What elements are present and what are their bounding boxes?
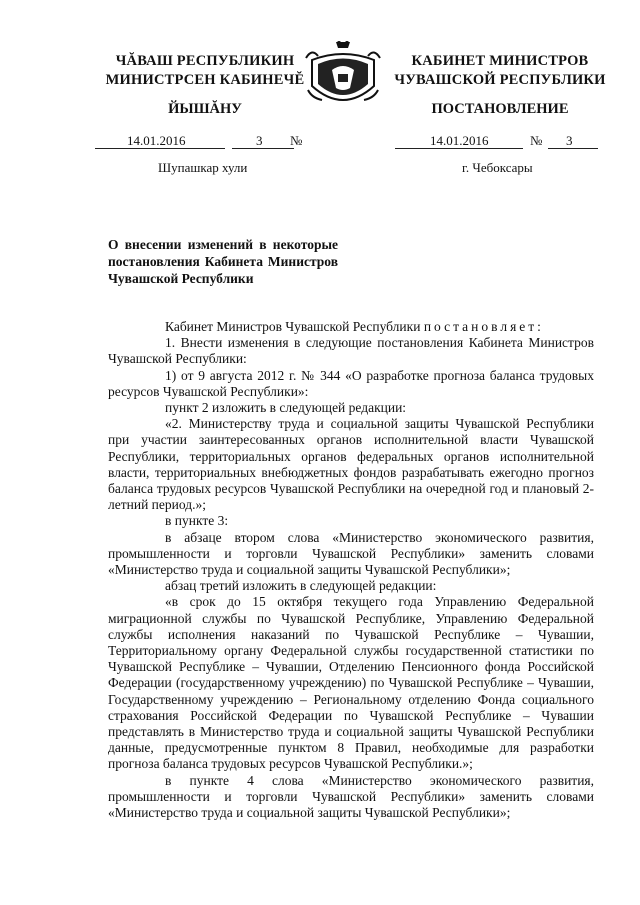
- body-paragraph: «в срок до 15 октября текущего года Управлению Федеральной миграционной службы по Чувашской Республике, Управлению Федеральной службы исполнения наказаний по Чувашской Республике – Чувашии, Территориальному органу Федеральной службы государственной статистики по Чувашской Республике – Чувашии, Отделению Пенсионного фонда Российской Федерации (государственному учреждению) по Чувашской Республике – Чувашии, Государственному учреждению – Региональному отделению Фонда социального страхования Российской Федерации по Чувашской Республике – Чувашии представлять в Министерство труда и социальной защиты Чувашской Республики данные, предусмотренные пунктом 8 Правил, необходимые для разработки прогноза баланса трудовых ресурсов Чувашской Республики.»;: [108, 594, 594, 772]
- right-number-underline: [548, 148, 598, 149]
- body-paragraph: 1. Внести изменения в следующие постановления Кабинета Министров Чувашской Республики:: [108, 335, 594, 367]
- right-header-title: [385, 52, 615, 90]
- document-title: О внесении изменений в некоторые постановления Кабинета Министров Чувашской Республики: [108, 237, 338, 286]
- left-header-title: [95, 52, 315, 90]
- intro-prefix: Кабинет Министров Чувашской Республики: [165, 319, 421, 334]
- left-header-line-1: ЧĂВАШ РЕСПУБЛИКИН: [115, 53, 295, 69]
- body-paragraph: пункт 2 изложить в следующей редакции:: [165, 400, 407, 416]
- body-paragraph: в абзаце втором слова «Министерство экономического развития, промышленности и торговли Чувашской Республики» заменить словами «Министерство труда и социальной защиты Чувашской Республики»;: [108, 529, 594, 578]
- body-paragraph: 1) от 9 августа 2012 г. № 344 «О разработке прогноза баланса трудовых ресурсов Чувашской Республики»:: [108, 367, 594, 399]
- left-date-underline: [95, 148, 225, 149]
- left-number-underline: [232, 148, 294, 149]
- body-paragraph: в пункте 3:: [165, 513, 229, 529]
- right-header-line-2: ЧУВАШСКОЙ РЕСПУБЛИКИ: [394, 72, 606, 88]
- right-doc-type: ПОСТАНОВЛЕНИЕ: [431, 101, 569, 117]
- right-number: 3: [566, 133, 573, 148]
- right-date: 14.01.2016: [430, 133, 489, 148]
- right-header-line-1: КАБИНЕТ МИНИСТРОВ: [411, 53, 589, 69]
- right-city: г. Чебоксары: [462, 160, 533, 175]
- body-paragraph: «2. Министерству труда и социальной защиты Чувашской Республики при участии заинтересованных органов исполнительной власти Чувашской Республики, территориальных органов федеральных органов исполнительной власти, территориальных внебюджетных фондов разрабатывать ежегодно прогноз баланса трудовых ресурсов Чувашской Республики на очередной год и плановый 2-летний период.»;: [108, 416, 594, 513]
- body-paragraph: абзац третий изложить в следующей редакции:: [165, 578, 437, 594]
- left-city: Шупашкар хули: [158, 160, 248, 175]
- body-paragraph: в пункте 4 слова «Министерство экономического развития, промышленности и торговли Чувашской Республики» заменить словами «Министерство труда и социальной защиты Чувашской Республики»;: [108, 772, 594, 821]
- left-doc-type: ЙЫШĂНУ: [168, 101, 242, 117]
- left-date: 14.01.2016: [127, 133, 186, 148]
- intro-spaced: постановляет:: [423, 319, 544, 334]
- left-header-line-2: МИНИСТРСЕН КАБИНЕЧĔ: [105, 72, 305, 88]
- document-body: [108, 319, 594, 821]
- right-date-underline: [395, 148, 523, 149]
- intro-paragraph: [108, 319, 594, 335]
- right-number-sign: №: [530, 133, 543, 148]
- left-number: 3: [256, 133, 263, 148]
- left-number-sign: №: [290, 133, 303, 148]
